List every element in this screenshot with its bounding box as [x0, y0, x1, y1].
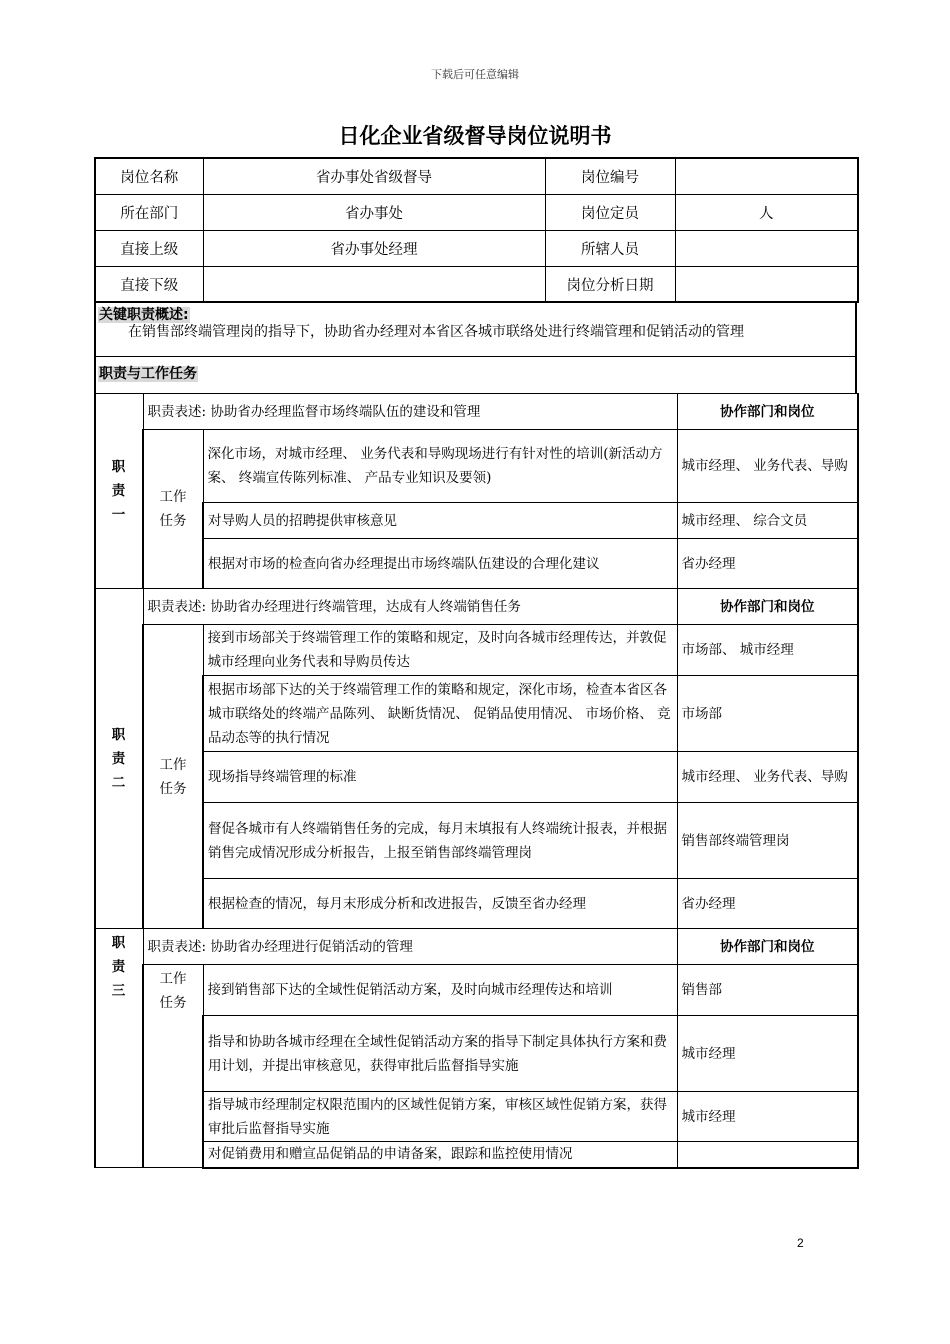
task-collab: 省办经理	[677, 879, 858, 929]
task-text: 指导城市经理制定权限范围内的区域性促销方案，审核区域性促销方案，获得审批后监督指导实施	[203, 1092, 677, 1142]
task-collab: 省办经理	[677, 539, 858, 589]
info-row	[95, 231, 858, 267]
value-position-code	[675, 158, 858, 195]
task-collab: 城市经理	[677, 1092, 858, 1142]
label-direct-superior: 直接上级	[95, 231, 203, 267]
task-text: 深化市场，对城市经理、 业务代表和导购现场进行有针对性的培训(新活动方案、 终端宣传陈列标准、 产品专业知识及要领)	[203, 430, 677, 503]
task-collab: 市场部、 城市经理	[677, 625, 858, 676]
label-department: 所在部门	[95, 195, 203, 231]
task-row	[95, 539, 858, 589]
value-subordinates	[675, 231, 858, 267]
label-analysis-date: 岗位分析日期	[545, 267, 675, 303]
task-row	[95, 503, 858, 539]
label-position-code: 岗位编号	[545, 158, 675, 195]
duty-statement-row	[95, 589, 858, 625]
value-position-name: 省办事处省级督导	[203, 158, 545, 195]
page-number: 2	[797, 1236, 804, 1250]
task-row	[95, 430, 858, 503]
duty-3-statement: 职责表述: 协助省办经理进行促销活动的管理	[143, 929, 677, 965]
label-position-name: 岗位名称	[95, 158, 203, 195]
task-text: 对促销费用和赠宣品促销品的申请备案，跟踪和监控使用情况	[203, 1142, 677, 1168]
collab-header: 协作部门和岗位	[677, 394, 858, 430]
task-collab: 城市经理	[677, 1016, 858, 1092]
duty-2-label: 职 责 二	[95, 589, 143, 929]
collab-header: 协作部门和岗位	[677, 929, 858, 965]
label-headcount: 岗位定员	[545, 195, 675, 231]
task-collab: 城市经理、 综合文员	[677, 503, 858, 539]
task-collab: 城市经理、 业务代表、导购	[677, 752, 858, 803]
info-row	[95, 158, 858, 195]
task-row	[95, 1016, 858, 1092]
duty-1-label: 职 责 一	[95, 394, 143, 589]
task-collab: 市场部	[677, 676, 858, 752]
task-text: 督促各城市有人终端销售任务的完成，每月末填报有人终端统计报表，并根据销售完成情况形成分析报告，上报至销售部终端管理岗	[203, 803, 677, 879]
task-text: 根据市场部下达的关于终端管理工作的策略和规定，深化市场，检查本省区各城市联络处的终端产品陈列、 缺断货情况、 促销品使用情况、 市场价格、 竞品动态等的执行情况	[203, 676, 677, 752]
value-headcount: 人	[675, 195, 858, 231]
task-collab: 城市经理、 业务代表、导购	[677, 430, 858, 503]
section-heading-box	[94, 356, 857, 394]
section-heading: 职责与工作任务	[99, 366, 197, 382]
summary-text: 在销售部终端管理岗的指导下，协助省办经理对本省区各城市联络处进行终端管理和促销活动的管理	[128, 324, 744, 340]
duty-2-statement: 职责表述: 协助省办经理进行终端管理，达成有人终端销售任务	[143, 589, 677, 625]
duties-table	[94, 393, 859, 1169]
task-text: 接到销售部下达的全域性促销活动方案，及时向城市经理传达和培训	[203, 965, 677, 1016]
work-tasks-label: 工作 任务	[143, 965, 203, 1168]
task-row	[95, 1092, 858, 1142]
info-row	[95, 267, 858, 303]
task-row	[95, 1142, 858, 1168]
task-collab: 销售部终端管理岗	[677, 803, 858, 879]
work-tasks-label: 工作 任务	[143, 430, 203, 589]
header-note: 下载后可任意编辑	[431, 68, 519, 81]
value-analysis-date	[675, 267, 858, 303]
duty-3-label: 职 责 三	[95, 929, 143, 1168]
duty-statement-row	[95, 394, 858, 430]
task-text: 指导和协助各城市经理在全域性促销活动方案的指导下制定具体执行方案和费用计划，并提出审核意见，获得审批后监督指导实施	[203, 1016, 677, 1092]
value-direct-subordinate	[203, 267, 545, 303]
task-row	[95, 965, 858, 1016]
task-row	[95, 625, 858, 676]
task-collab	[677, 1142, 858, 1168]
info-row	[95, 195, 858, 231]
task-row	[95, 879, 858, 929]
task-text: 对导购人员的招聘提供审核意见	[203, 503, 677, 539]
work-tasks-label: 工作 任务	[143, 625, 203, 929]
duty-1-statement: 职责表述: 协助省办经理监督市场终端队伍的建设和管理	[143, 394, 677, 430]
task-text: 接到市场部关于终端管理工作的策略和规定，及时向各城市经理传达，并敦促城市经理向业务代表和导购员传达	[203, 625, 677, 676]
label-subordinates: 所辖人员	[545, 231, 675, 267]
label-direct-subordinate: 直接下级	[95, 267, 203, 303]
task-text: 现场指导终端管理的标准	[203, 752, 677, 803]
collab-header: 协作部门和岗位	[677, 589, 858, 625]
summary-heading: 关键职责概述:	[99, 307, 189, 323]
task-collab: 销售部	[677, 965, 858, 1016]
task-text: 根据对市场的检查向省办经理提出市场终端队伍建设的合理化建议	[203, 539, 677, 589]
value-department: 省办事处	[203, 195, 545, 231]
task-row	[95, 676, 858, 752]
duty-statement-row	[95, 929, 858, 965]
task-text: 根据检查的情况，每月末形成分析和改进报告，反馈至省办经理	[203, 879, 677, 929]
basic-info-table	[94, 157, 859, 303]
value-direct-superior: 省办事处经理	[203, 231, 545, 267]
task-row	[95, 752, 858, 803]
document-title: 日化企业省级督导岗位说明书	[338, 124, 612, 148]
key-duties-summary	[94, 301, 857, 357]
task-row	[95, 803, 858, 879]
